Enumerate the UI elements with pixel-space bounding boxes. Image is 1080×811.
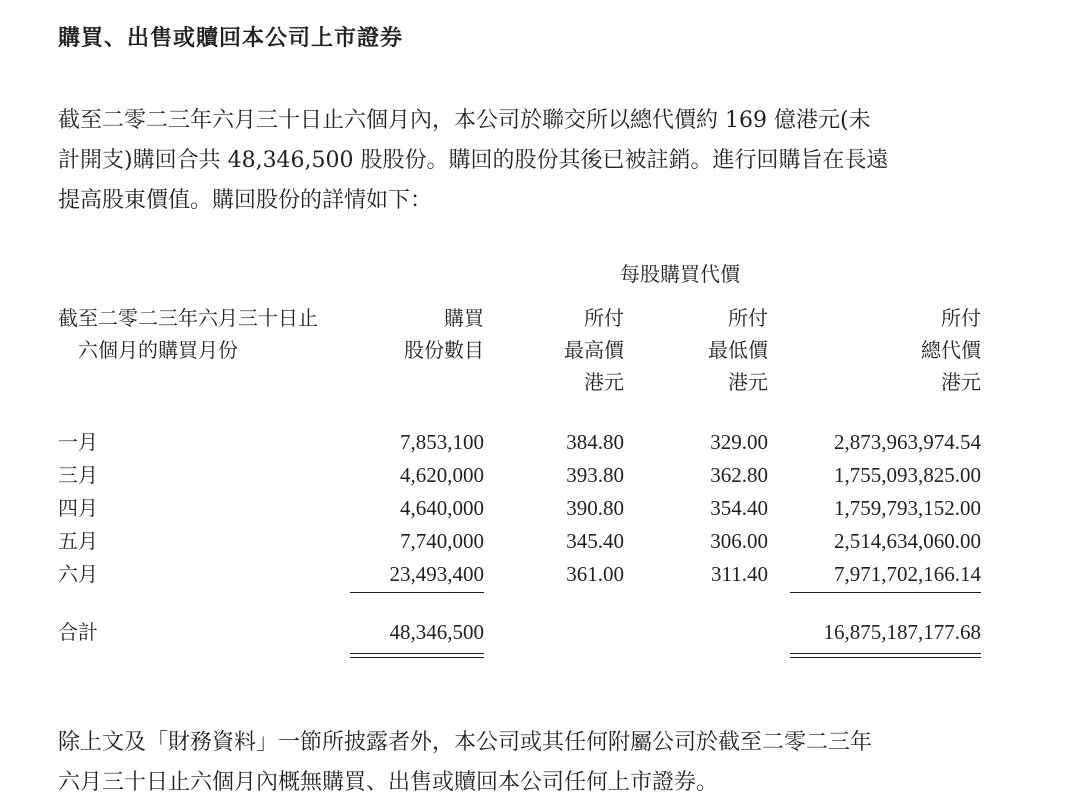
row-total-consideration: 2,873,963,974.54 [834, 430, 981, 454]
subtotal-rule-shares [350, 592, 484, 593]
closing-paragraph [58, 723, 983, 803]
row-highest-price: 384.80 [566, 430, 624, 454]
row-shares: 23,493,400 [389, 562, 484, 586]
intro-paragraph [58, 101, 983, 221]
row-month: 一月 [58, 430, 98, 454]
row-highest-price: 361.00 [566, 562, 624, 586]
row-lowest-price: 354.40 [710, 496, 768, 520]
row-total-consideration: 1,759,793,152.00 [834, 496, 981, 520]
double-rule-total-top [790, 653, 981, 654]
row-total-consideration: 1,755,093,825.00 [834, 463, 981, 487]
header-lowest-line3: 港元 [728, 370, 768, 394]
closing-line: 除上文及「財務資料」一節所披露者外，本公司或其任何附屬公司於截至二零二三年 [58, 730, 873, 755]
header-lowest-line1: 所付 [728, 306, 768, 330]
header-total-line1: 所付 [941, 306, 981, 330]
header-highest-line2: 最高價 [564, 338, 624, 362]
header-month-line2: 六個月的購買月份 [78, 338, 238, 362]
total-label: 合計 [58, 620, 98, 644]
header-highest-line1: 所付 [584, 306, 624, 330]
total-consideration: 16,875,187,177.68 [823, 620, 981, 644]
subtotal-rule-total [790, 592, 981, 593]
header-shares-line1: 購買 [444, 306, 484, 330]
row-month: 六月 [58, 562, 98, 586]
header-total-line2: 總代價 [921, 338, 981, 362]
row-shares: 7,853,100 [400, 430, 484, 454]
row-total-consideration: 7,971,702,166.14 [834, 562, 981, 586]
header-lowest-line2: 最低價 [708, 338, 768, 362]
total-shares: 48,346,500 [389, 620, 484, 644]
header-month-line1: 截至二零二三年六月三十日止 [58, 306, 318, 330]
row-lowest-price: 329.00 [710, 430, 768, 454]
row-highest-price: 393.80 [566, 463, 624, 487]
row-shares: 4,620,000 [400, 463, 484, 487]
double-rule-total-bottom [790, 657, 981, 658]
row-month: 五月 [58, 529, 98, 553]
header-total-line3: 港元 [941, 370, 981, 394]
row-shares: 7,740,000 [400, 529, 484, 553]
header-highest-line3: 港元 [584, 370, 624, 394]
row-shares: 4,640,000 [400, 496, 484, 520]
double-rule-shares-bottom [350, 657, 484, 658]
closing-line: 六月三十日止六個月內概無購買、出售或贖回本公司任何上市證券。 [58, 770, 719, 795]
row-highest-price: 345.40 [566, 529, 624, 553]
section-heading: 購買、出售或贖回本公司上市證券 [58, 26, 404, 51]
row-lowest-price: 311.40 [711, 562, 768, 586]
group-header-price-per-share: 每股購買代價 [620, 262, 740, 286]
row-lowest-price: 306.00 [710, 529, 768, 553]
header-shares-line2: 股份數目 [404, 338, 484, 362]
intro-line: 提高股東價值。購回股份的詳情如下： [58, 188, 433, 213]
row-highest-price: 390.80 [566, 496, 624, 520]
intro-line: 計開支)購回合共 48,346,500 股股份。購回的股份其後已被註銷。進行回購旨在長遠 [58, 148, 889, 173]
row-total-consideration: 2,514,634,060.00 [834, 529, 981, 553]
double-rule-shares-top [350, 653, 484, 654]
row-month: 四月 [58, 496, 98, 520]
row-month: 三月 [58, 463, 98, 487]
intro-line: 截至二零二三年六月三十日止六個月內，本公司於聯交所以總代價約 169 億港元(未 [58, 108, 871, 133]
row-lowest-price: 362.80 [710, 463, 768, 487]
